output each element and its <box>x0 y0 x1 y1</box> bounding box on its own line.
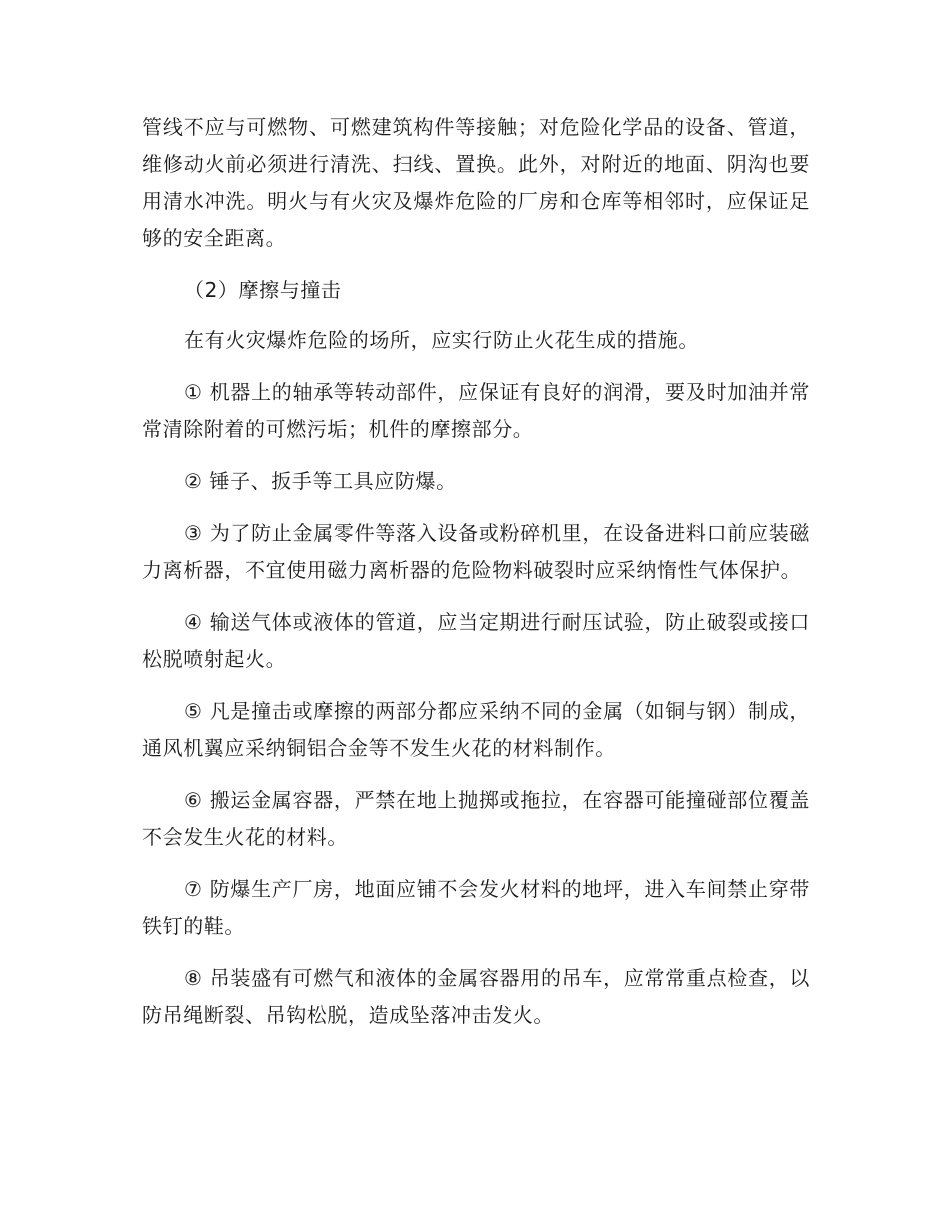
document-body <box>142 109 810 1034</box>
list-item-1: ① 机器上的轴承等转动部件，应保证有良好的润滑，要及时加油并常常清除附着的可燃污垢；机件的摩擦部分。 <box>142 380 810 441</box>
list-item-7: ⑦ 防爆生产厂房，地面应铺不会发火材料的地坪，进入车间禁止穿带铁钉的鞋。 <box>142 877 810 938</box>
list-item-6: ⑥ 搬运金属容器，严禁在地上抛掷或拖拉，在容器可能撞碰部位覆盖不会发生火花的材料。 <box>142 788 810 849</box>
paragraph-intro: 在有火灾爆炸危险的场所，应实行防止火花生成的措施。 <box>184 328 699 352</box>
list-item-5: ⑤ 凡是撞击或摩擦的两部分都应采纳不同的金属（如铜与钢）制成，通风机翼应采纳铜铝合金等不发生火花的材料制作。 <box>142 699 810 760</box>
section-heading-friction-impact: （2）摩擦与撞击 <box>184 278 342 302</box>
list-item-3: ③ 为了防止金属零件等落入设备或粉碎机里，在设备进料口前应装磁力离析器，不宜使用磁力离析器的危险物料破裂时应采纳惰性气体保护。 <box>142 521 810 582</box>
paragraph-continuation: 管线不应与可燃物、可燃建筑构件等接触；对危险化学品的设备、管道，维修动火前必须进行清洗、扫线、置换。此外，对附近的地面、阴沟也要用清水冲洗。明火与有火灾及爆炸危险的厂房和仓库等相邻时，应保证足够的安全距离。 <box>142 115 810 250</box>
list-item-2: ② 锤子、扳手等工具应防爆。 <box>184 469 457 493</box>
list-item-4: ④ 输送气体或液体的管道，应当定期进行耐压试验，防止破裂或接口松脱喷射起火。 <box>142 610 810 671</box>
list-item-8: ⑧ 吊装盛有可燃气和液体的金属容器用的吊车，应常常重点检查，以防吊绳断裂、吊钩松脱，造成坠落冲击发火。 <box>142 966 810 1027</box>
